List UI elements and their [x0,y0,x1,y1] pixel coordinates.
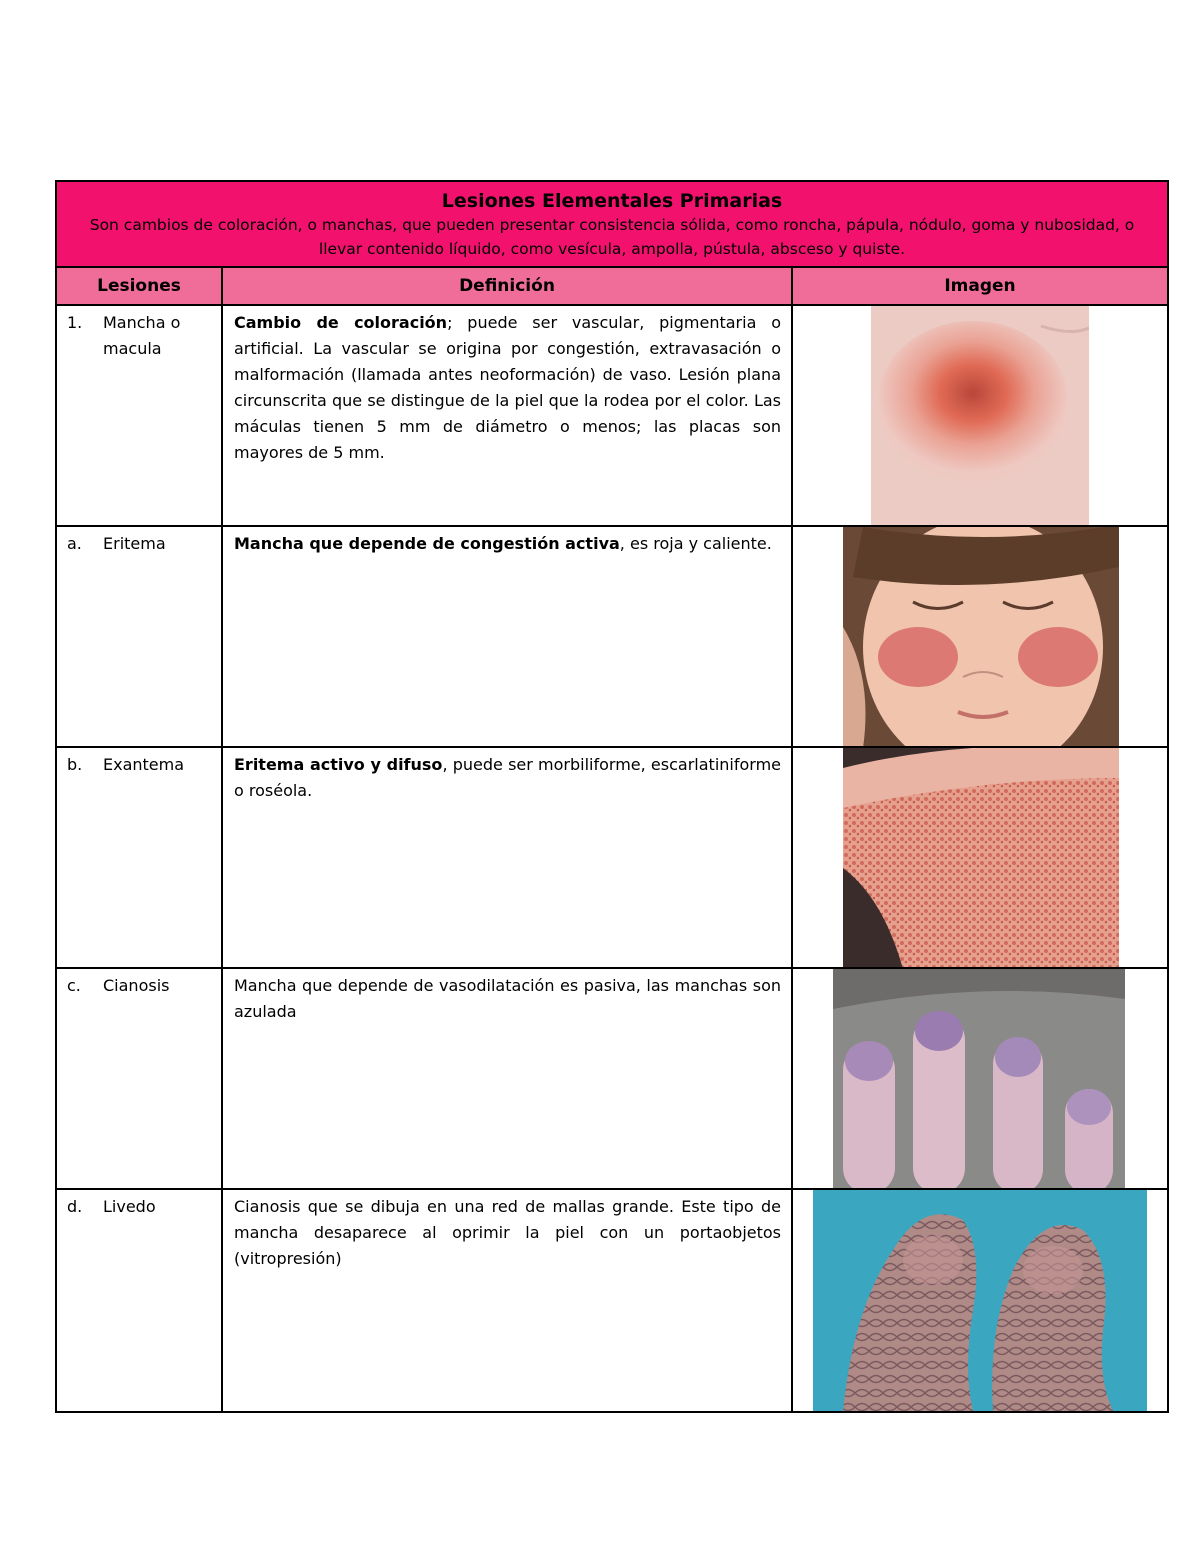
definition-cell [223,306,793,525]
list-marker: 1. [67,313,83,332]
definition-bold: Mancha que depende de congestión activa [234,534,620,553]
lesion-name: Cianosis [103,976,170,995]
lesion-name: Mancha o macula [103,313,181,358]
definition-bold: Cambio de coloración [234,313,448,332]
definition-cell [223,969,793,1188]
column-header-row [57,268,1167,306]
table-row [57,527,1167,748]
column-header-imagen: Imagen [944,276,1016,296]
column-header-definicion: Definición [223,268,793,304]
lesion-name: Livedo [103,1197,156,1216]
image-cell [793,748,1167,967]
definition-text: Cianosis que se dibuja en una red de mallas grande. Este tipo de mancha desaparece al oprimir la piel con un portaobjetos (vitropresión) [234,1197,781,1268]
list-marker: b. [67,755,83,774]
lesion-cell [57,748,223,967]
definition-cell [223,1190,793,1411]
list-marker: a. [67,534,82,553]
column-header-lesiones: Lesiones [57,268,223,304]
lesion-cell [57,306,223,525]
list-marker: d. [67,1197,83,1216]
definition-text: , es roja y caliente. [619,534,772,553]
table-title-row [57,182,1167,268]
eritema-photo [843,527,1119,746]
lesion-cell [57,969,223,1188]
livedo-photo [813,1190,1147,1411]
lesions-table [55,180,1169,1413]
definition-text: ; puede ser vascular, pigmentaria o artificial. La vascular se origina por congestión, extravasación o malformación (llamada antes neoformación) de vaso. Lesión plana circunscrita que se distingue de la piel que la rodea por el color. Las máculas tienen 5 mm de diámetro o menos; las placas son mayores de 5 mm. [234,313,782,462]
table-row [57,1190,1167,1411]
lesion-cell [57,1190,223,1411]
table-title: Lesiones Elementales Primarias [441,190,783,212]
definition-text: Mancha que depende de vasodilatación es pasiva, las manchas son azulada [234,976,781,1021]
table-row [57,306,1167,527]
lesion-name: Eritema [103,534,166,553]
list-marker: c. [67,976,81,995]
image-cell [793,527,1167,746]
definition-cell [223,527,793,746]
definition-text: , puede ser morbiliforme, escarlatiniforme o roséola. [234,755,781,800]
exantema-photo [843,748,1119,967]
definition-bold: Eritema activo y difuso [234,755,443,774]
definition-cell [223,748,793,967]
image-cell [793,1190,1167,1411]
table-row [57,969,1167,1190]
image-cell [793,969,1167,1188]
cianosis-photo [833,969,1125,1188]
table-subtitle: Son cambios de coloración, o manchas, que pueden presentar consistencia sólida, como roncha, pápula, nódulo, goma y nubosidad, o llevar contenido líquido, como vesícula, ampolla, pústula, absceso y quiste. [89,216,1135,258]
image-cell [793,306,1167,525]
macula-photo [871,306,1089,525]
lesion-name: Exantema [103,755,185,774]
table-row [57,748,1167,969]
lesion-cell [57,527,223,746]
